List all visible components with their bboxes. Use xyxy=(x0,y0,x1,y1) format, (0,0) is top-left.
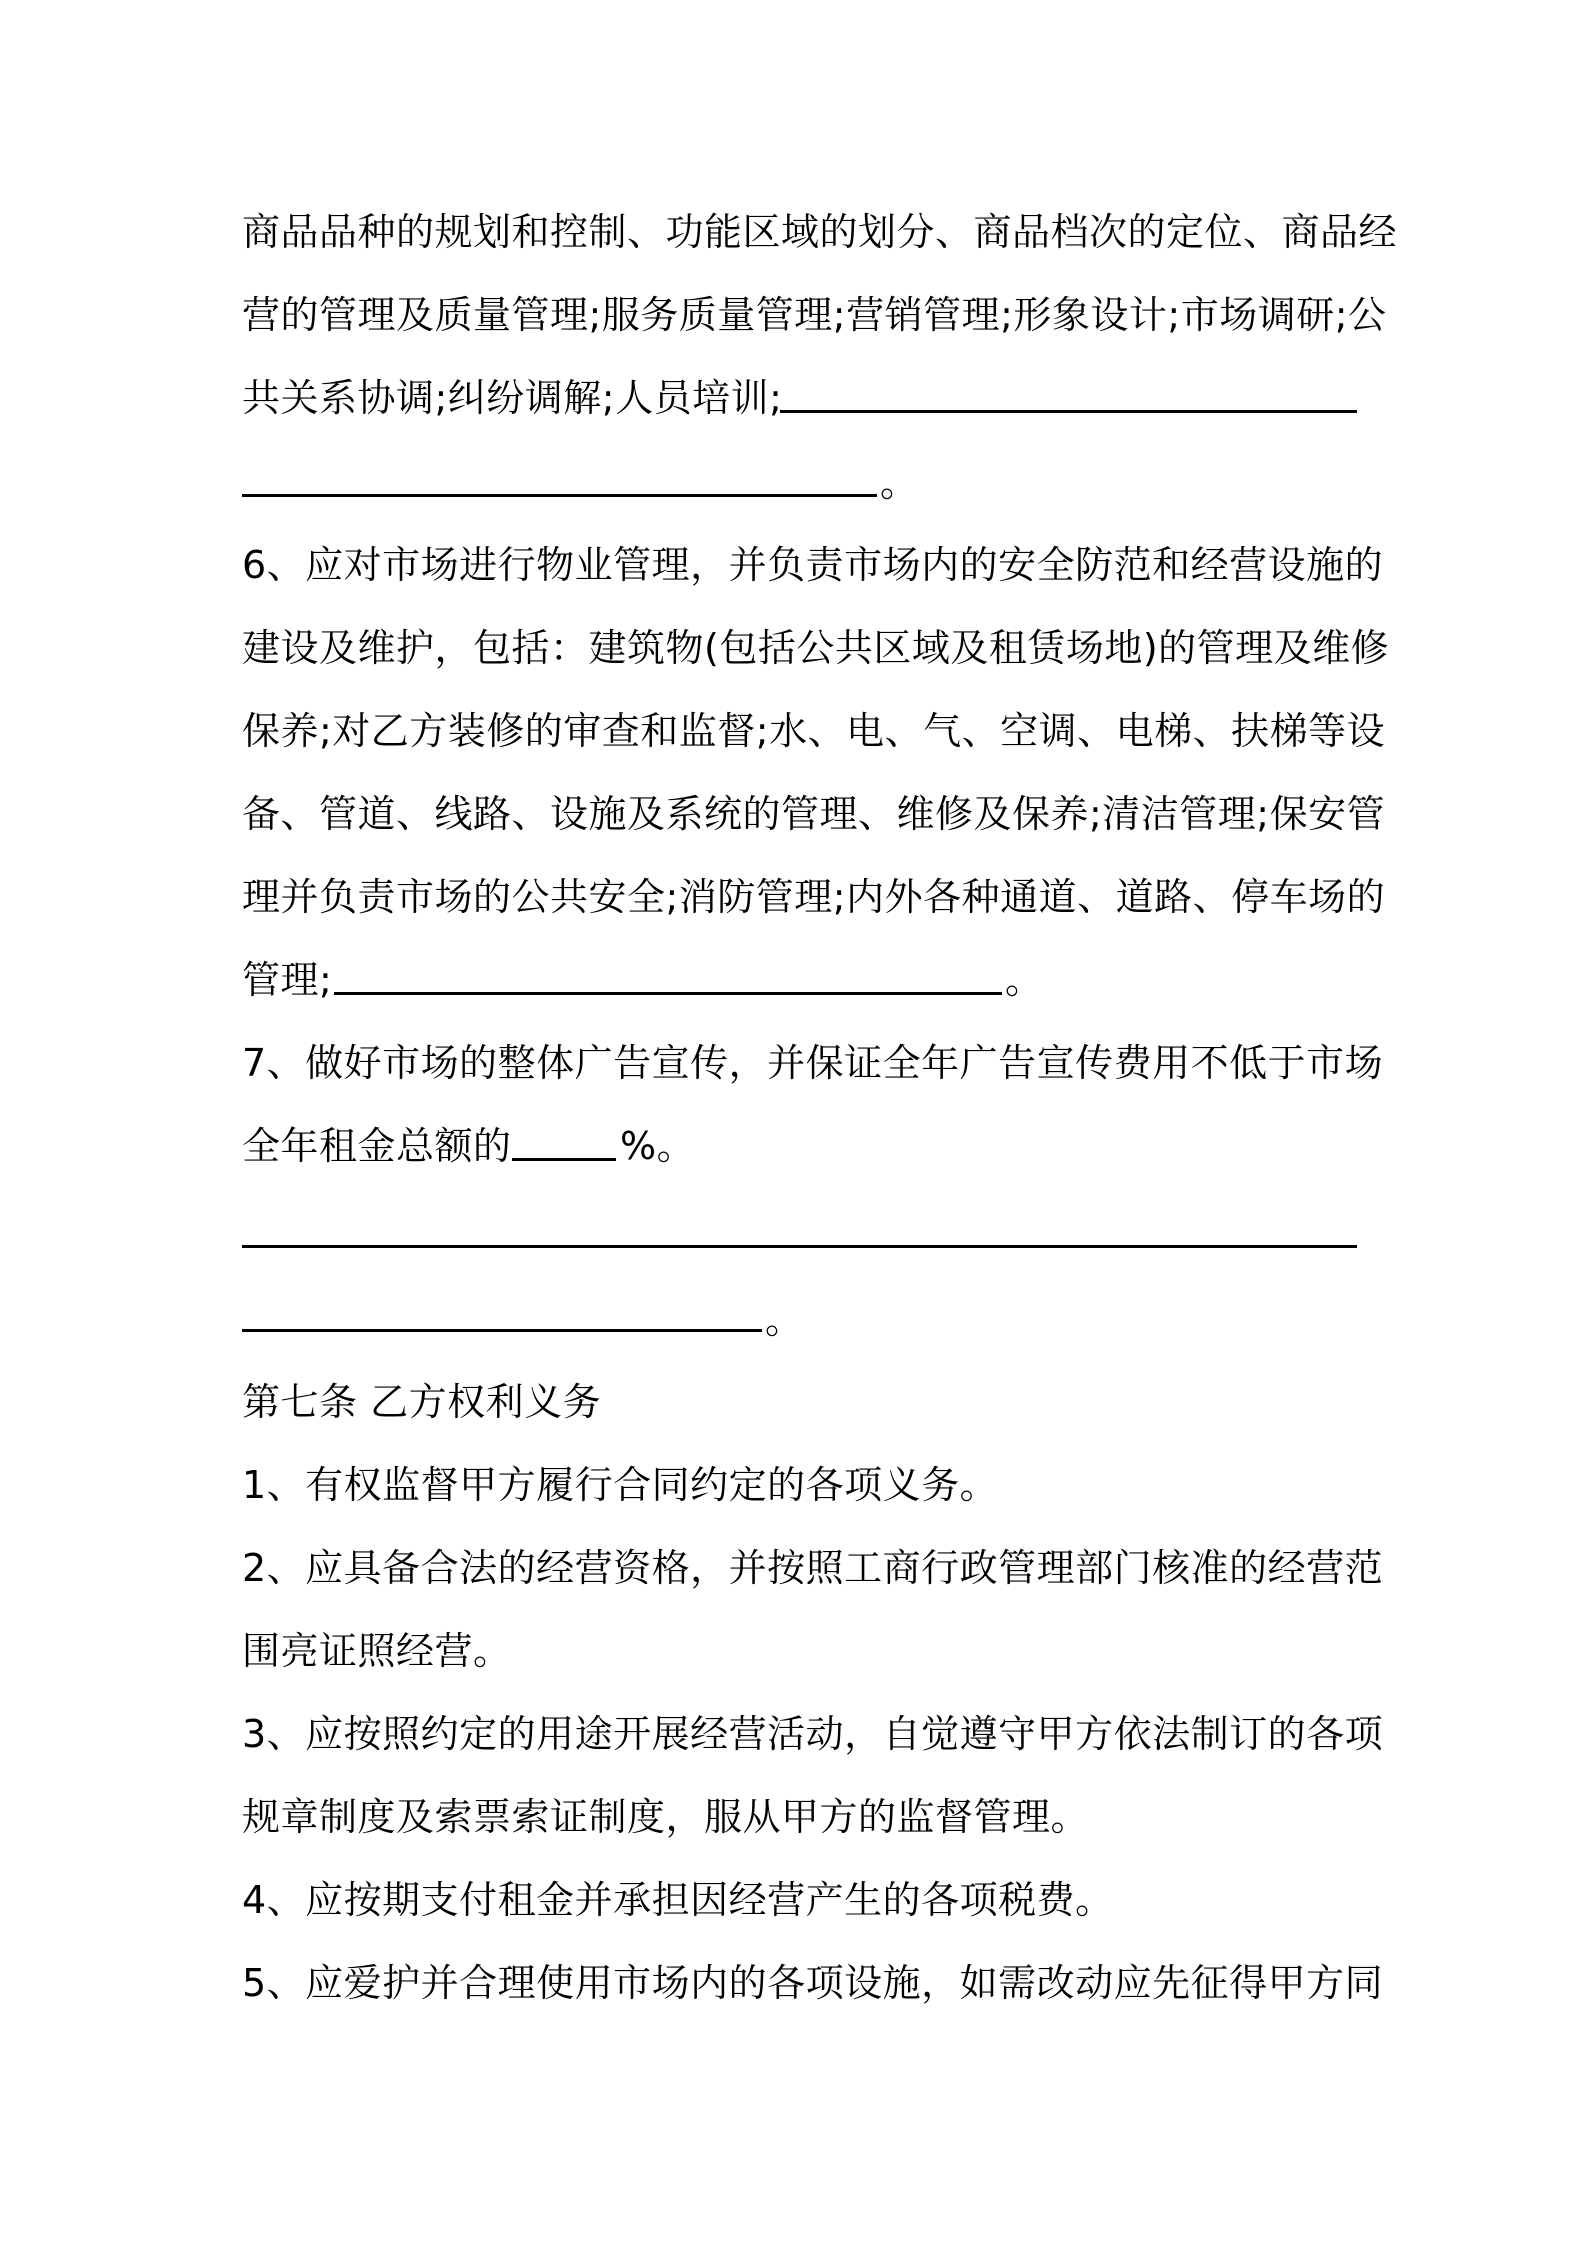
paragraph-end: 。 xyxy=(765,1298,804,1342)
section-heading: 第七条 乙方权利义务 xyxy=(242,1380,602,1424)
paragraph-end: %。 xyxy=(620,1124,696,1168)
paragraph-line xyxy=(242,955,1357,1005)
fill-in-blank xyxy=(334,992,1002,995)
paragraph-line: 5、应爱护并合理使用市场内的各项设施，如需改动应先征得甲方同 xyxy=(242,1961,1384,2005)
paragraph-line: 1、有权监督甲方履行合同约定的各项义务。 xyxy=(242,1463,999,1507)
paragraph-line: 商品品种的规划和控制、功能区域的划分、商品档次的定位、商品经 xyxy=(242,210,1398,254)
paragraph-line: 3、应按照约定的用途开展经营活动，自觉遵守甲方依法制订的各项 xyxy=(242,1712,1384,1756)
paragraph-line: 6、应对市场进行物业管理，并负责市场内的安全防范和经营设施的 xyxy=(242,543,1384,587)
fill-in-blank xyxy=(242,1329,762,1332)
paragraph-line: 4、应按期支付租金并承担因经营产生的各项税费。 xyxy=(242,1878,1114,1922)
paragraph-end: 。 xyxy=(1005,958,1044,1002)
fill-in-blank xyxy=(242,1245,1357,1248)
percentage-blank xyxy=(512,1158,616,1161)
paragraph-line xyxy=(242,1121,1357,1171)
fill-in-blank xyxy=(242,494,877,497)
paragraph-text: 共关系协调;纠纷调解;人员培训; xyxy=(242,376,783,420)
paragraph-line: 围亮证照经营。 xyxy=(242,1629,512,1673)
paragraph-text: 全年租金总额的 xyxy=(242,1124,512,1168)
paragraph-line: 营的管理及质量管理;服务质量管理;营销管理;形象设计;市场调研;公 xyxy=(242,293,1387,337)
paragraph-line: 保养;对乙方装修的审查和监督;水、电、气、空调、电梯、扶梯等设 xyxy=(242,709,1386,753)
fill-in-blank xyxy=(780,410,1357,413)
paragraph-line: 规章制度及索票索证制度，服从甲方的监督管理。 xyxy=(242,1795,1090,1839)
paragraph-line: 备、管道、线路、设施及系统的管理、维修及保养;清洁管理;保安管 xyxy=(242,792,1386,836)
paragraph-line xyxy=(242,373,1357,423)
paragraph-line: 2、应具备合法的经营资格，并按照工商行政管理部门核准的经营范 xyxy=(242,1546,1384,1590)
paragraph-line: 建设及维护，包括：建筑物(包括公共区域及租赁场地)的管理及维修 xyxy=(242,626,1390,670)
paragraph-line: 7、做好市场的整体广告宣传，并保证全年广告宣传费用不低于市场 xyxy=(242,1041,1384,1085)
paragraph-line: 理并负责市场的公共安全;消防管理;内外各种通道、道路、停车场的 xyxy=(242,875,1386,919)
paragraph-end: 。 xyxy=(880,461,919,505)
paragraph-text: 管理; xyxy=(242,958,333,1002)
